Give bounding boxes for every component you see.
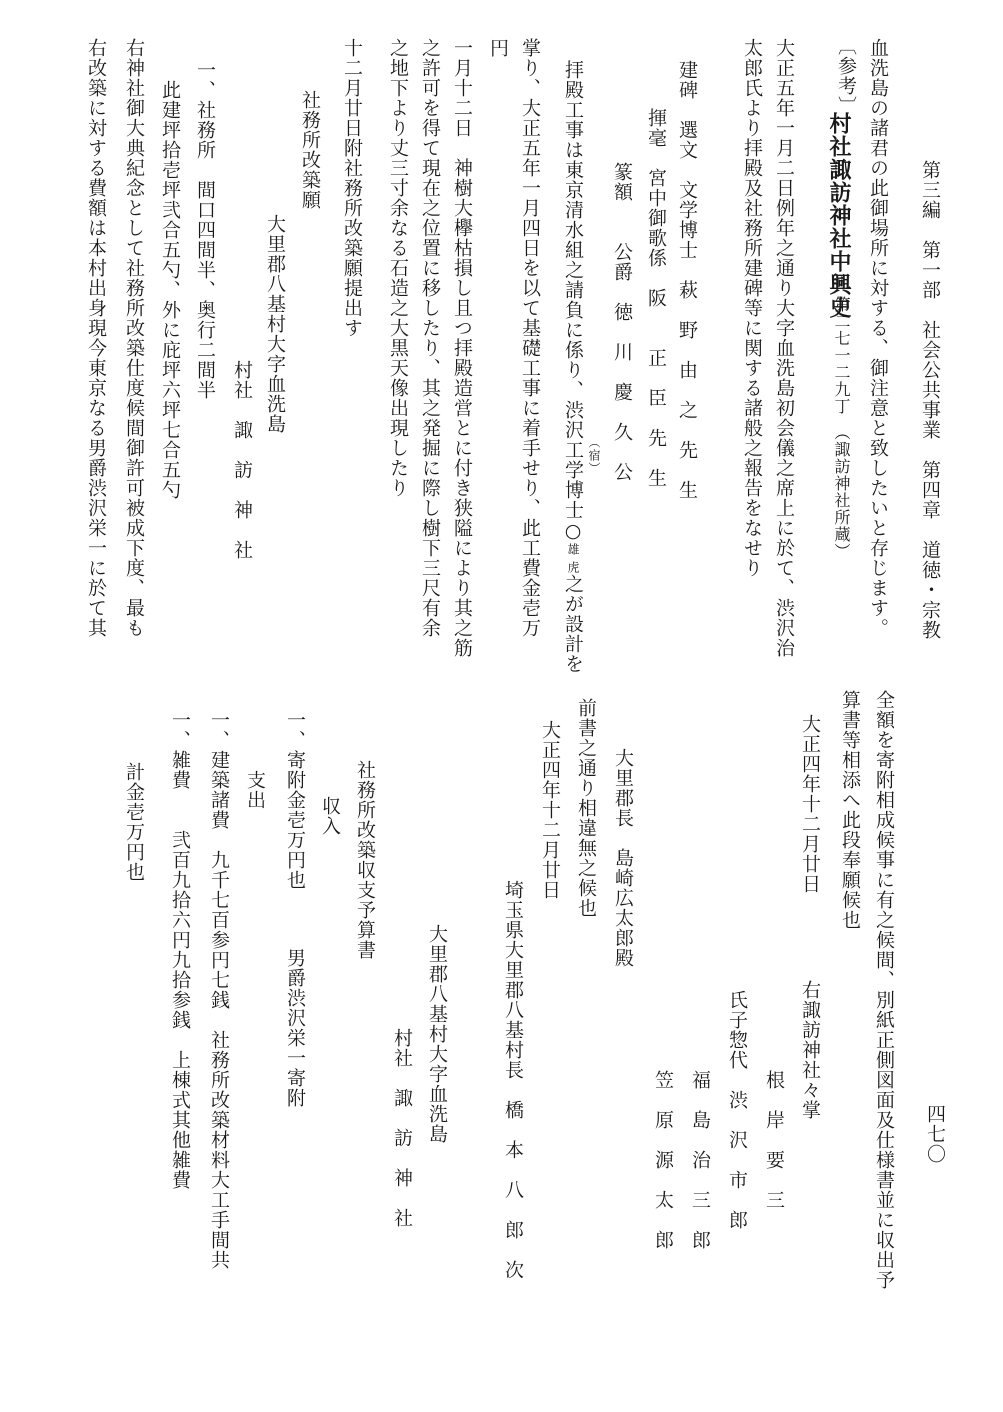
paragraph-line: 一月十二日 神樹大欅枯損し且つ拝殿造営とに付き狭隘により其之筋 (451, 38, 473, 658)
income-donor: 男爵渋沢栄一寄附 (284, 948, 306, 1108)
paragraph-text: 之が設計を (562, 573, 584, 674)
address-line: 大里郡八基村大字血洗島 (426, 924, 448, 1144)
credit-line: 揮毫 宮中御歌係 阪 正 臣 先 生 (645, 108, 667, 488)
signature-name: 渋 沢 市 郎 (726, 1090, 748, 1230)
list-item-detail: 此建坪拾壱坪弐合五勺、外に庇坪六坪七合五勺 (159, 80, 181, 500)
credit-line: 建碑 選文 文学博士 萩 野 由 之 先 生 (676, 60, 698, 500)
paragraph-line: 掌り、大正五年一月四日を以て基礎工事に着手せり、此工費金壱万 (519, 38, 541, 638)
opening-line: 血洗島の諸君の此御場所に対する、御注意と致したいと存じます。 (867, 38, 889, 638)
section-heading: 村社諏訪神社中興史 (826, 112, 852, 319)
income-label: 収入 (319, 796, 341, 836)
expense-item: 一、建築諸費 九千七百参円七銭 社務所改築材料大工手間共 (208, 710, 230, 1270)
annotation-small: 雄 虎 (566, 543, 580, 574)
expense-label: 支出 (244, 770, 266, 810)
expense-item: 一、雑費 弐百九拾六円九拾参銭 上棟式其他雑費 (169, 710, 191, 1190)
confirmation-line: 前書之通り相違無之候也 (575, 698, 597, 918)
signature-name: 根 岸 要 三 (763, 1070, 785, 1210)
paragraph-line: 太郎氏より拝殿及社務所建碑等に関する諸般之報告をなせり (741, 38, 763, 578)
paragraph-line: 右神社御大典紀念として社務所改築仕度候間御許可被成下度、最も (123, 38, 145, 638)
running-header: 第三編 第一部 社会公共事業 第四章 道徳・宗教 (919, 160, 941, 640)
income-item: 一、寄附金壱万円也 (284, 710, 306, 890)
shrine-name: 村社 諏 訪 神 社 (231, 360, 253, 560)
signature-title: 右諏訪神社々掌 (799, 980, 821, 1120)
credit-line: 篆額 公爵 徳 川 慶 久 公 (611, 162, 633, 482)
address-line: 大里郡八基村大字血洗島 (264, 214, 286, 434)
source-note: （諏訪神社所蔵） (832, 424, 851, 560)
addressee: 大里郡長 島崎広太郎殿 (612, 748, 634, 968)
shrine-name: 村社 諏 訪 神 社 (391, 1028, 413, 1228)
total-line: 計金壱万円也 (123, 762, 145, 882)
page-number: 四七〇 (924, 1104, 946, 1164)
document-id: 第二七一二九丁 (832, 296, 851, 415)
paragraph-line: 全額を寄附相成候事に有之候間、別紙正側図面及仕様書並に収出予 (873, 690, 895, 1290)
date-line: 大正四年十二月廿日 (799, 714, 821, 894)
annotation-circle: ○ (562, 520, 584, 543)
paragraph-text: 拝殿工事は東京清水組之請負に係り、渋沢工学博士 (562, 60, 584, 520)
paragraph-line: 十二月廿日附社務所改築願提出す (341, 38, 363, 338)
signature-role: 氏子惣代 (726, 990, 748, 1070)
paragraph-line: 大正五年一月二日例年之通り大字血洗島初会儀之席上に於て、渋沢治 (773, 38, 795, 658)
list-item: 一、社務所 間口四間半、奥行二間半 (194, 60, 216, 400)
signature-name: 福 島 治 三 郎 (689, 1070, 711, 1250)
budget-title: 社務所改築収支予算書 (354, 760, 376, 960)
paragraph-line: 之地下より丈三寸余なる石造之大黒天像出現したり (387, 38, 409, 498)
paragraph-line: 算書等相添へ此段奉願候也 (839, 690, 861, 930)
signature-name: 笠 原 源 太 郎 (652, 1070, 674, 1250)
paragraph-line (563, 60, 582, 674)
paragraph-line: 之許可を得て現在之位置に移したり、其之発掘に際し樹下三尺有余 (419, 38, 441, 638)
reference-label: 〔参考〕 (835, 36, 857, 116)
annotation-note: （宿） (587, 436, 601, 475)
village-head-signature: 埼玉県大里郡八基村長 橋 本 八 郎 次 (502, 880, 524, 1280)
form-title: 社務所改築願 (299, 90, 321, 210)
paragraph-line: 円 (487, 38, 509, 58)
paragraph-line: 右改築に対する費額は本村出身現今東京なる男爵渋沢栄一に於て其 (85, 38, 107, 638)
date-line: 大正四年十二月廿日 (539, 720, 561, 900)
